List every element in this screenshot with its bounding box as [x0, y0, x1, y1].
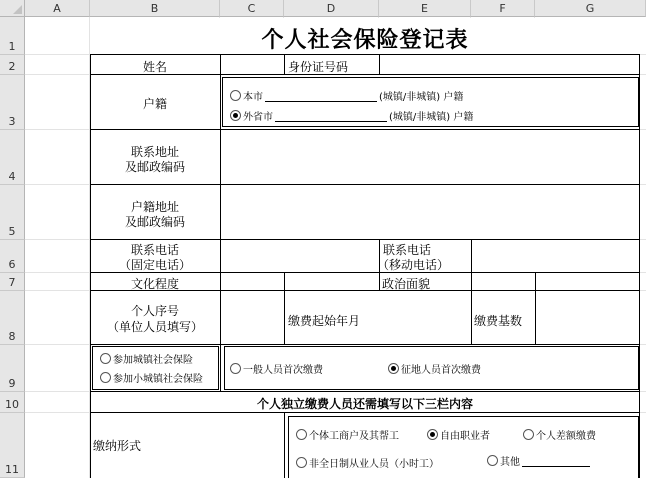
name-field[interactable] [221, 56, 283, 74]
education-field[interactable] [221, 274, 378, 290]
row-header-8[interactable]: 8 [0, 291, 25, 345]
row-header-7[interactable]: 7 [0, 273, 25, 291]
name-label: 姓名 [142, 60, 167, 74]
border-line [284, 272, 285, 345]
border-line [90, 290, 640, 291]
phone-mobile-label-2: （移动电话） [377, 258, 450, 272]
politics-label: 政治面貌 [382, 277, 431, 291]
phone-mobile-label: 联系电话 [383, 243, 432, 257]
radio-checked-icon[interactable] [388, 363, 399, 374]
border-line [535, 272, 536, 345]
pay-form-option-individual[interactable]: 个体工商户及其帮工 [296, 427, 399, 442]
border-line [379, 239, 380, 291]
id-number-field[interactable] [380, 56, 639, 74]
border-line [90, 74, 640, 75]
border-line [471, 239, 472, 345]
id-number-label: 身份证号码 [288, 60, 349, 74]
radio-checked-icon[interactable] [230, 110, 241, 121]
pay-base-label: 缴费基数 [474, 314, 523, 328]
border-line [90, 344, 640, 345]
border-line [90, 239, 640, 240]
radio-unchecked-icon[interactable] [523, 429, 534, 440]
pay-form-option-freelancer[interactable]: 自由职业者 [427, 427, 490, 442]
contact-address-field[interactable] [221, 131, 639, 184]
contact-address-label: 联系地址 [130, 145, 179, 159]
column-header-c[interactable]: C [220, 0, 284, 17]
personal-seq-label-2: （单位人员填写） [106, 320, 203, 334]
column-header-g[interactable]: G [535, 0, 646, 17]
radio-unchecked-icon[interactable] [100, 372, 111, 383]
pay-form-option-part-time[interactable]: 非全日制从业人员（小时工） [296, 455, 439, 470]
first-payment-option-general[interactable]: 一般人员首次缴费 [230, 361, 323, 376]
row-header-5[interactable]: 5 [0, 185, 25, 240]
personal-seq-label: 个人序号 [130, 304, 179, 318]
huji-address-field[interactable] [221, 186, 639, 239]
border-line [284, 412, 285, 478]
phone-fixed-label: 联系电话 [130, 243, 179, 257]
row-header-1[interactable]: 1 [0, 17, 25, 55]
education-label: 文化程度 [130, 277, 179, 291]
row-header-2[interactable]: 2 [0, 55, 25, 75]
column-header-b[interactable]: B [90, 0, 220, 17]
border-line [90, 129, 640, 130]
insurance-option-small-town[interactable]: 参加小城镇社会保险 [100, 370, 203, 385]
border-line [90, 54, 640, 55]
phone-mobile-field[interactable] [472, 241, 639, 272]
radio-unchecked-icon[interactable] [296, 429, 307, 440]
contact-address-label-2: 及邮政编码 [124, 160, 185, 174]
border-line [90, 184, 640, 185]
column-header-e[interactable]: E [379, 0, 471, 17]
pay-start-field[interactable] [380, 292, 470, 344]
border-line [90, 391, 640, 392]
huji-option-local[interactable]: 本市 (城镇/非城镇) 户籍 [230, 88, 463, 103]
pay-base-field[interactable] [536, 292, 639, 344]
column-header-f[interactable]: F [471, 0, 535, 17]
huji-label: 户籍 [142, 97, 167, 111]
huji-address-label-2: 及邮政编码 [124, 215, 185, 229]
insurance-option-urban[interactable]: 参加城镇社会保险 [100, 351, 193, 366]
radio-unchecked-icon[interactable] [230, 90, 241, 101]
pay-start-label: 缴费起始年月 [288, 314, 361, 328]
title-cell[interactable] [90, 18, 640, 54]
politics-field[interactable] [472, 274, 639, 290]
row-header-4[interactable]: 4 [0, 130, 25, 185]
pay-form-option-difference[interactable]: 个人差额缴费 [523, 427, 596, 442]
huji-address-label: 户籍地址 [130, 200, 179, 214]
radio-checked-icon[interactable] [427, 429, 438, 440]
radio-unchecked-icon[interactable] [487, 455, 498, 466]
row-header-11[interactable]: 11 [0, 413, 25, 478]
select-all-corner[interactable] [0, 0, 25, 17]
column-header-a[interactable]: A [25, 0, 90, 17]
pay-form-option-other[interactable]: 其他 [487, 453, 590, 468]
border-line [90, 54, 91, 478]
radio-unchecked-icon[interactable] [100, 353, 111, 364]
first-payment-option-land[interactable]: 征地人员首次缴费 [388, 361, 481, 376]
section-header: 个人独立缴费人员还需填写以下三栏内容 [256, 397, 473, 411]
border-line [639, 54, 640, 478]
border-line [90, 412, 640, 413]
radio-unchecked-icon[interactable] [296, 457, 307, 468]
huji-option-other[interactable]: 外省市 (城镇/非城镇) 户籍 [230, 108, 473, 123]
border-line [379, 54, 380, 75]
pay-form-label: 缴纳形式 [93, 439, 142, 453]
form-title: 个人社会保险登记表 [261, 27, 469, 53]
row-header-10[interactable]: 10 [0, 392, 25, 413]
row-header-3[interactable]: 3 [0, 75, 25, 130]
radio-unchecked-icon[interactable] [230, 363, 241, 374]
row-header-9[interactable]: 9 [0, 345, 25, 392]
personal-seq-field[interactable] [221, 292, 283, 344]
border-line [90, 272, 640, 273]
phone-fixed-label-2: （固定电话） [118, 258, 191, 272]
row-header-6[interactable]: 6 [0, 240, 25, 273]
border-line [284, 54, 285, 75]
column-header-d[interactable]: D [284, 0, 379, 17]
phone-fixed-field[interactable] [221, 241, 378, 272]
border-line [220, 54, 221, 391]
